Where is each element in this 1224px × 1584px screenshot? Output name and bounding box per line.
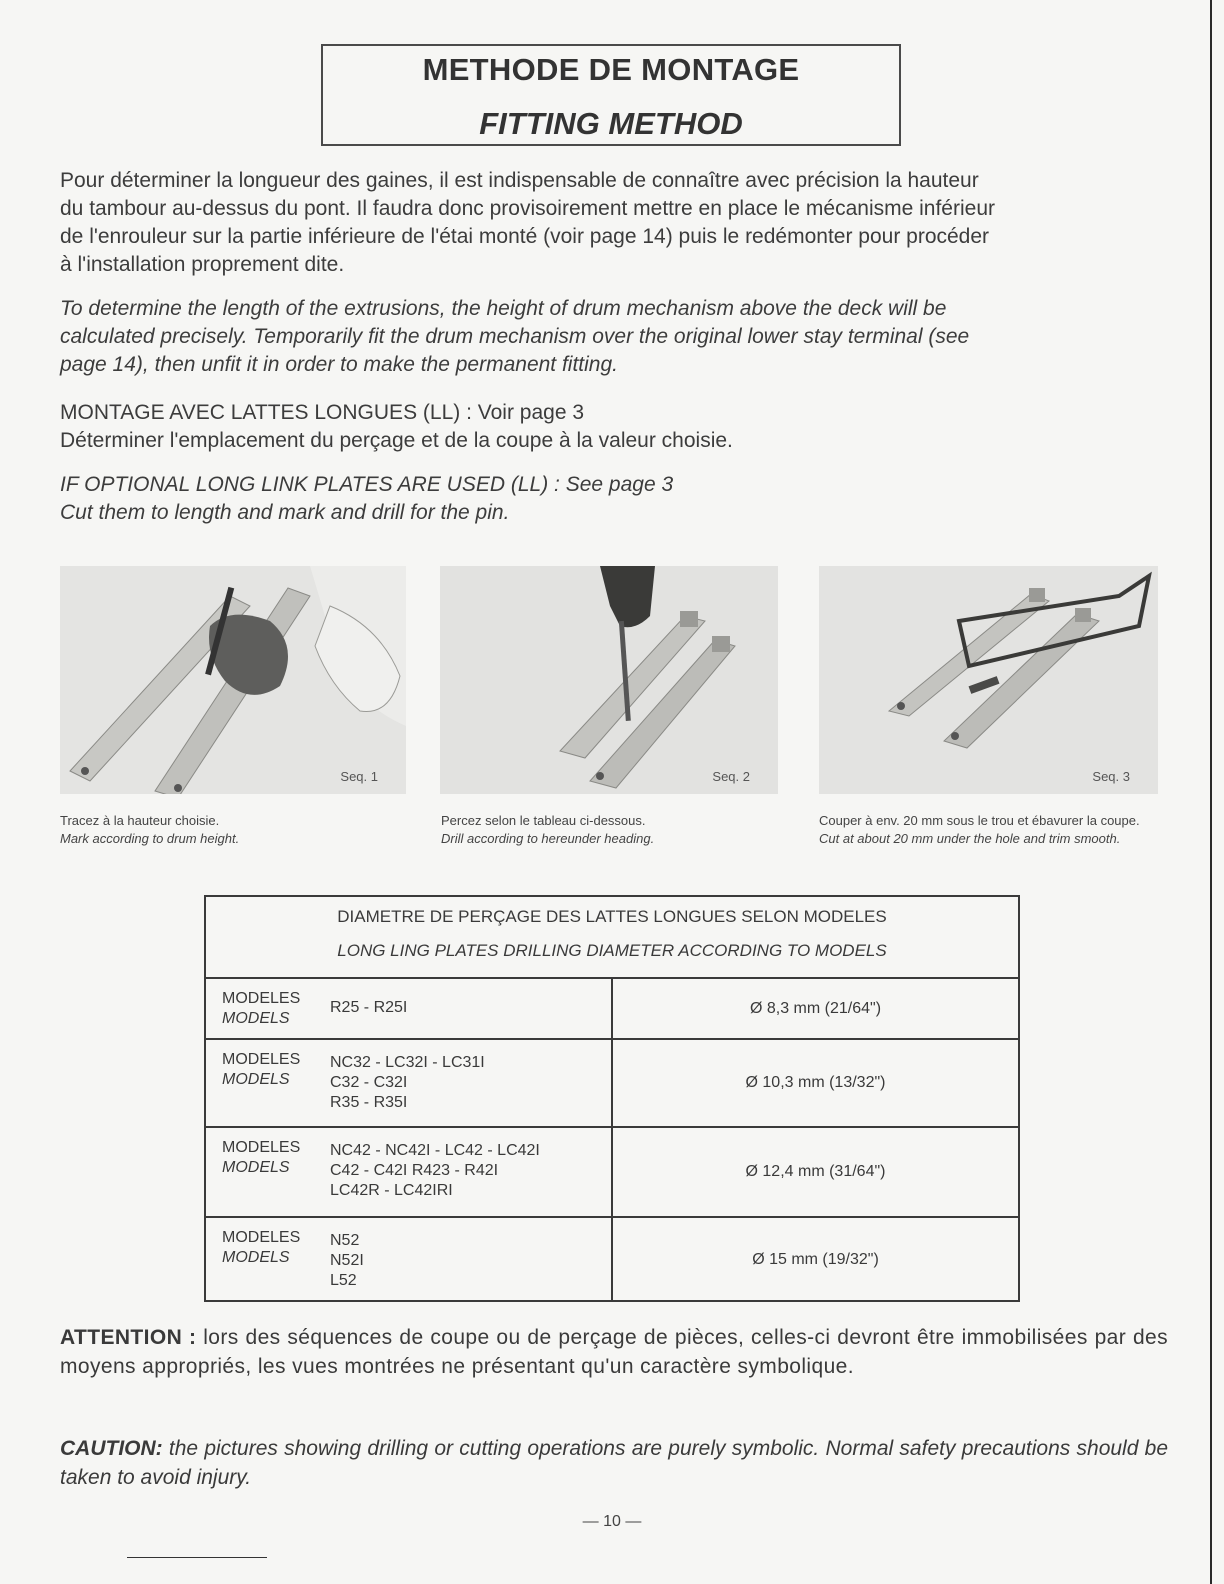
table-row <box>206 1218 1018 1302</box>
models-cell <box>206 1128 613 1216</box>
intro-fr-line: à l'installation proprement dite. <box>60 253 345 276</box>
caution-text: the pictures showing drilling or cutting operations are purely symbolic. Normal safety precautions should be taken to avoid injury. <box>60 1437 1168 1489</box>
label-fr: MODELES <box>222 1051 301 1068</box>
model-line: C42 - C42I R423 - R42I <box>330 1162 499 1179</box>
models-list <box>330 1040 485 1126</box>
attention-note <box>60 1323 1168 1381</box>
label-fr: MODELES <box>222 1229 301 1246</box>
drilling-diameter-table <box>204 895 1020 1302</box>
models-cell <box>206 979 613 1038</box>
drilling-illustration <box>440 566 778 794</box>
long-link-french <box>60 399 1168 455</box>
label-en: MODELS <box>222 1249 290 1266</box>
intro-fr-line: de l'enrouleur sur la partie inférieure de l'étai monté (voir page 14) puis le redémonter pour procéder <box>60 225 990 248</box>
intro-french <box>60 167 1168 279</box>
photo-seq-3 <box>819 566 1158 794</box>
intro-fr-line: Pour déterminer la longueur des gaines, il est indispensable de connaître avec précision la hauteur <box>60 169 979 192</box>
ll-en-line1: IF OPTIONAL LONG LINK PLATES ARE USED (LL) : See page 3 <box>60 473 674 496</box>
diameter-cell: Ø 10,3 mm (13/32") <box>745 1074 886 1091</box>
photo-seq-2 <box>440 566 778 794</box>
model-line: NC32 - LC32I - LC31I <box>330 1054 485 1071</box>
page-number: — 10 — <box>582 1513 642 1530</box>
label-en: MODELS <box>222 1159 290 1176</box>
table-row <box>206 1040 1018 1128</box>
model-line: N52 <box>330 1232 360 1249</box>
intro-english <box>60 295 1168 379</box>
label-fr: MODELES <box>222 1139 301 1156</box>
table-header-en: LONG LING PLATES DRILLING DIAMETER ACCORDING TO MODELS <box>337 941 887 960</box>
model-line: R25 - R25I <box>330 999 408 1016</box>
table-header <box>206 897 1018 979</box>
table-row <box>206 979 1018 1040</box>
cutting-illustration <box>819 566 1158 794</box>
table-header-fr: DIAMETRE DE PERÇAGE DES LATTES LONGUES SELON MODELES <box>337 907 887 926</box>
intro-fr-line: du tambour au-dessus du pont. Il faudra donc provisoirement mettre en place le mécanisme inférieur <box>60 197 995 220</box>
model-line: C32 - C32I <box>330 1074 408 1091</box>
models-label <box>222 979 330 1038</box>
long-link-english <box>60 471 1168 527</box>
caption-seq-2 <box>441 812 779 848</box>
models-label <box>222 1040 330 1126</box>
caption-en: Cut at about 20 mm under the hole and trim smooth. <box>819 831 1121 846</box>
caption-fr: Tracez à la hauteur choisie. <box>60 813 220 828</box>
model-line: N52I <box>330 1252 364 1269</box>
models-cell <box>206 1040 613 1126</box>
intro-en-line: To determine the length of the extrusions, the height of drum mechanism above the deck will be <box>60 297 947 320</box>
diameter-cell: Ø 8,3 mm (21/64") <box>749 999 882 1017</box>
caution-note <box>60 1434 1168 1492</box>
model-line: R35 - R35I <box>330 1094 408 1111</box>
footer-rule <box>127 1557 267 1558</box>
models-list <box>330 979 407 1038</box>
label-en: MODELS <box>222 1010 290 1027</box>
models-list <box>330 1128 540 1216</box>
intro-en-line: calculated precisely. Temporarily fit the drum mechanism over the original lower stay terminal (see <box>60 325 970 348</box>
caption-fr: Couper à env. 20 mm sous le trou et ébavurer la coupe. <box>819 813 1140 828</box>
diameter-cell: Ø 12,4 mm (31/64") <box>745 1163 886 1180</box>
caution-label: CAUTION: <box>60 1437 163 1460</box>
title-english: FITTING METHOD <box>479 106 743 141</box>
caption-en: Mark according to drum height. <box>60 831 240 846</box>
seq-label: Seq. 2 <box>712 769 750 784</box>
table-row <box>206 1128 1018 1218</box>
caption-seq-1 <box>60 812 406 848</box>
title-french: METHODE DE MONTAGE <box>422 52 800 87</box>
models-cell <box>206 1218 613 1302</box>
photo-seq-1 <box>60 566 406 794</box>
label-en: MODELS <box>222 1071 290 1088</box>
attention-label: ATTENTION : <box>60 1326 197 1349</box>
model-line: LC42R - LC42IRI <box>330 1182 453 1199</box>
marking-illustration <box>60 566 406 794</box>
diameter-cell: Ø 15 mm (19/32") <box>752 1251 879 1268</box>
caption-en: Drill according to hereunder heading. <box>441 831 655 846</box>
attention-text: lors des séquences de coupe ou de perçage de pièces, celles-ci devront être immobilisées par des moyens appropriés, les vues montrées ne présentant qu'un caractère symbolique. <box>60 1326 1169 1378</box>
models-label <box>222 1218 330 1302</box>
title-box <box>321 44 901 146</box>
intro-en-line: page 14), then unfit it in order to make the permanent fitting. <box>60 353 618 376</box>
ll-en-line2: Cut them to length and mark and drill for the pin. <box>60 501 510 524</box>
seq-label: Seq. 1 <box>340 769 378 784</box>
seq-label: Seq. 3 <box>1092 769 1130 784</box>
page-edge-line <box>1210 0 1212 1584</box>
label-fr: MODELES <box>222 990 301 1007</box>
ll-fr-line2: Déterminer l'emplacement du perçage et de la coupe à la valeur choisie. <box>60 429 733 452</box>
model-line: L52 <box>330 1272 357 1289</box>
caption-seq-3 <box>819 812 1173 848</box>
model-line: NC42 - NC42I - LC42 - LC42I <box>330 1142 540 1159</box>
models-list <box>330 1218 364 1302</box>
ll-fr-line1: MONTAGE AVEC LATTES LONGUES (LL) : Voir page 3 <box>60 401 585 424</box>
models-label <box>222 1128 330 1216</box>
caption-fr: Percez selon le tableau ci-dessous. <box>441 813 646 828</box>
